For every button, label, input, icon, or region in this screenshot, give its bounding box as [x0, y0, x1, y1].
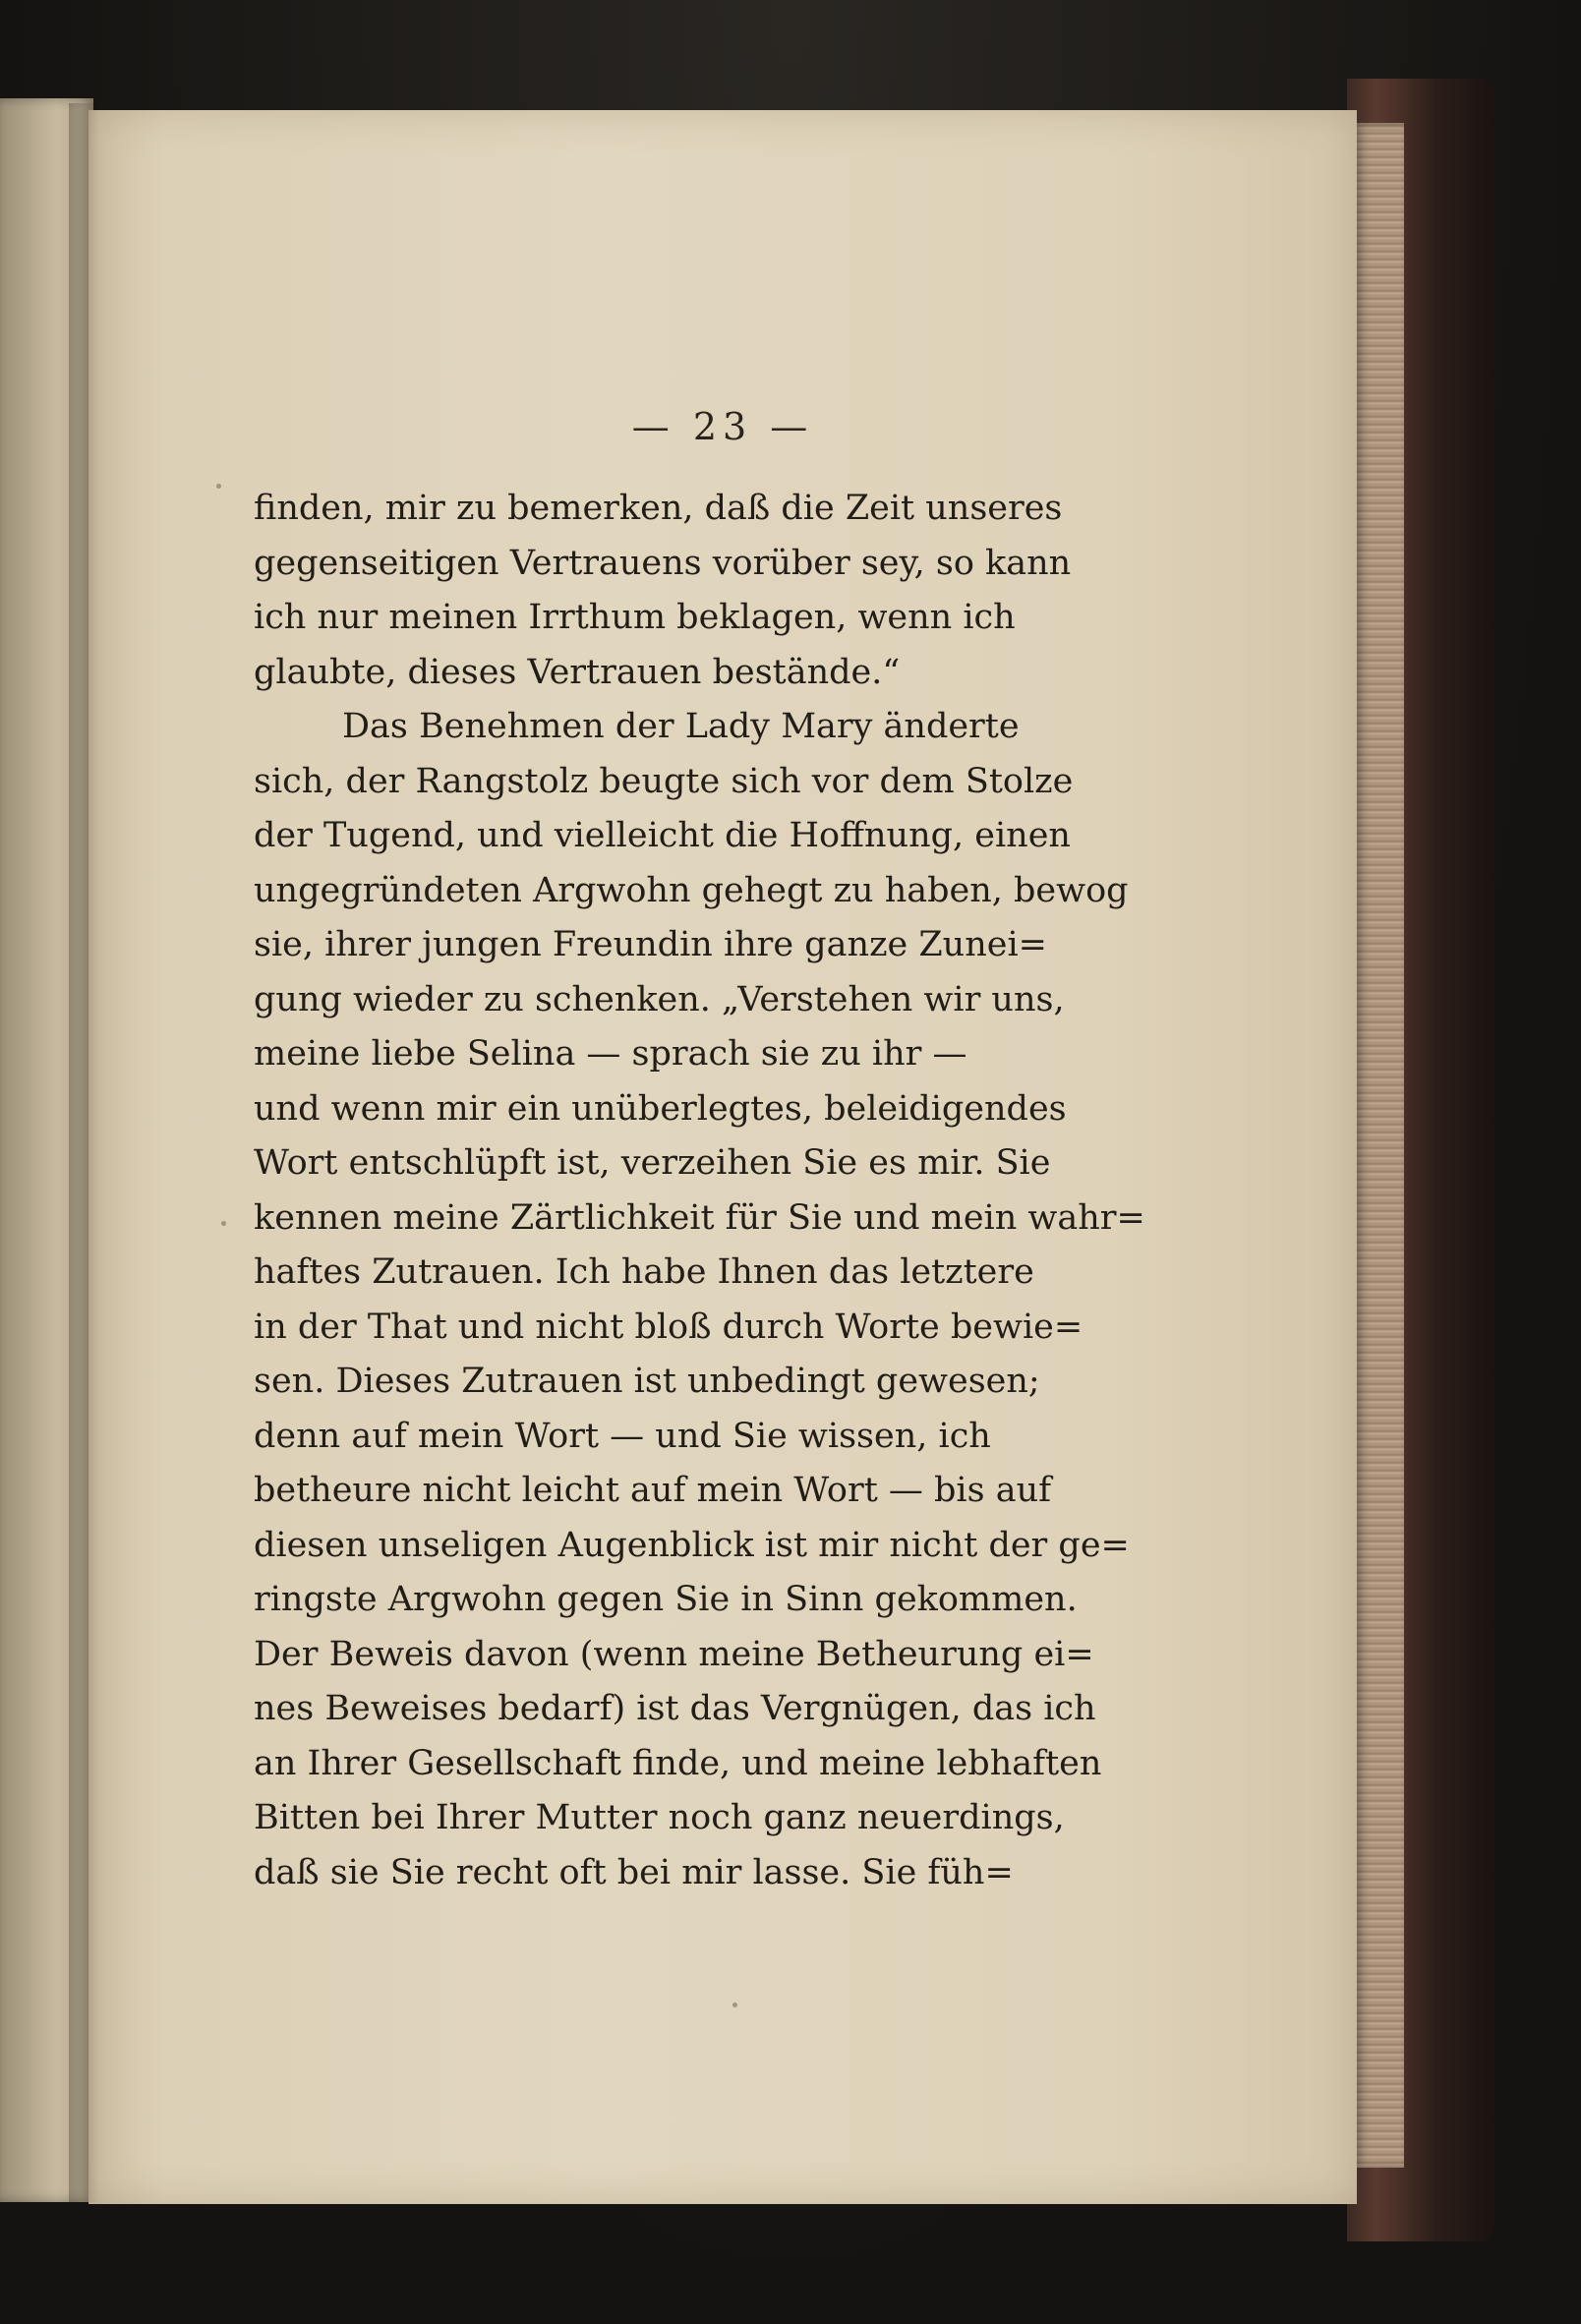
text-line: finden, mir zu bemerken, daß die Zeit unseres — [254, 489, 1063, 528]
paper-speck — [221, 1221, 226, 1226]
text-line: denn auf mein Wort — und Sie wissen, ich — [254, 1416, 991, 1456]
text-line: ringste Argwohn gegen Sie in Sinn gekommen. — [254, 1580, 1078, 1619]
text-line: sich, der Rangstolz beugte sich vor dem Stolze — [254, 761, 1074, 801]
text-line: der Tugend, und vielleicht die Hoffnung, einen — [254, 816, 1071, 855]
text-line: meine liebe Selina — sprach sie zu ihr — — [254, 1034, 967, 1074]
text-line: ich nur meinen Irrthum beklagen, wenn ich — [254, 598, 1016, 637]
text-line: kennen meine Zärtlichkeit für Sie und mein wahr= — [254, 1197, 1145, 1238]
text-line: sen. Dieses Zutrauen ist unbedingt gewesen; — [254, 1362, 1040, 1401]
paper-speck — [732, 2003, 737, 2007]
text-line: sie, ihrer jungen Freundin ihre ganze Zunei= — [254, 925, 1047, 964]
text-line: glaubte, dieses Vertrauen bestände.“ — [254, 652, 901, 692]
body-text — [254, 482, 1148, 1900]
book-page — [88, 110, 1357, 2204]
page-number: — 23 — — [631, 405, 814, 448]
text-line: an Ihrer Gesellschaft finde, und meine lebhaften — [254, 1743, 1102, 1783]
text-line: und wenn mir ein unüberlegtes, beleidigendes — [254, 1088, 1067, 1129]
text-line: haftes Zutrauen. Ich habe Ihnen das letztere — [254, 1252, 1034, 1292]
text-line: diesen unseligen Augenblick ist mir nicht der ge= — [254, 1525, 1130, 1565]
paragraph-start-line: Das Benehmen der Lady Mary änderte — [342, 707, 1020, 746]
text-line: gegenseitigen Vertrauens vorüber sey, so kann — [254, 543, 1072, 583]
text-line: gung wieder zu schenken. „Verstehen wir uns, — [254, 979, 1065, 1019]
text-line: daß sie Sie recht oft bei mir lasse. Sie füh= — [254, 1852, 1014, 1892]
text-line: nes Beweises bedarf) ist das Vergnügen, das ich — [254, 1689, 1096, 1728]
text-line: Der Beweis davon (wenn meine Betheurung ei= — [254, 1634, 1094, 1674]
page-edges — [1355, 123, 1404, 2168]
text-line: ungegründeten Argwohn gehegt zu haben, bewog — [254, 870, 1129, 910]
text-line: in der That und nicht bloß durch Worte bewie= — [254, 1307, 1083, 1347]
paper-speck — [216, 484, 221, 489]
text-line: Wort entschlüpft ist, verzeihen Sie es mir. Sie — [254, 1143, 1051, 1183]
text-line: betheure nicht leicht auf mein Wort — bis auf — [254, 1471, 1052, 1510]
book-gutter-shadow — [69, 103, 98, 2202]
text-line: Bitten bei Ihrer Mutter noch ganz neuerdings, — [254, 1798, 1065, 1837]
